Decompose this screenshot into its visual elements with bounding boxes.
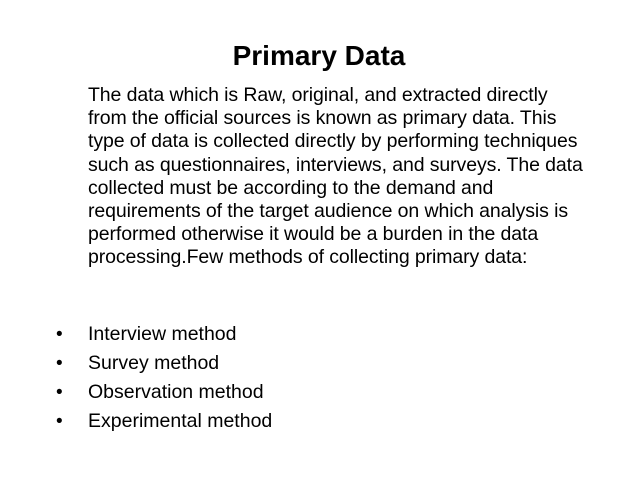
method-label: Survey method [88, 352, 220, 374]
method-label: Observation method [88, 381, 264, 403]
bullet-icon: • [56, 324, 63, 345]
bullet-icon: • [56, 353, 63, 374]
list-item [56, 407, 272, 436]
list-item [56, 378, 272, 407]
methods-list [56, 320, 272, 436]
bullet-icon: • [56, 382, 63, 403]
bullet-icon: • [56, 411, 63, 432]
list-item [56, 349, 272, 378]
list-item [56, 320, 272, 349]
method-label: Interview method [88, 323, 237, 345]
method-label: Experimental method [88, 410, 273, 432]
slide-paragraph: The data which is Raw, original, and extracted directly from the official sources is known as primary data. This type of data is collected directly by performing techniques such as questionnaires, interviews, and surveys. The data collected must be according to the demand and requirements of the target audience on which analysis is performed otherwise it would be a burden in the data processing.Few methods of collecting primary data: [88, 84, 583, 269]
slide-title: Primary Data [232, 40, 406, 71]
